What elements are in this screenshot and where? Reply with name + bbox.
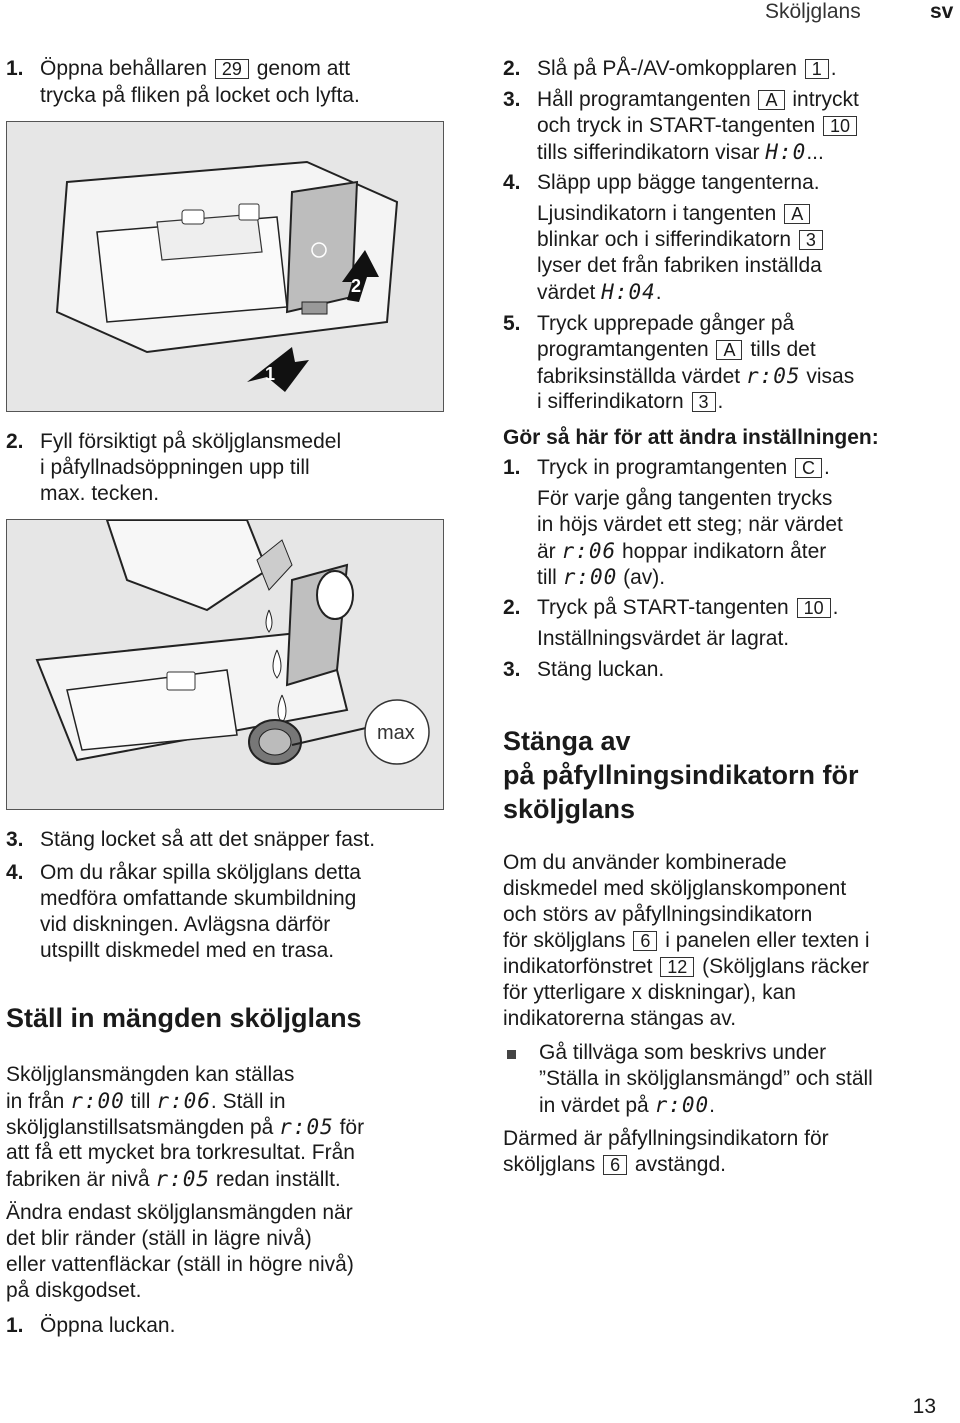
step-text: Om du råkar spilla sköljglans detta — [40, 861, 361, 884]
step-text: Släpp upp bägge tangenterna. — [537, 171, 820, 194]
text: programtangenten — [537, 338, 709, 361]
sub-heading: Gör så här för att ändra inställningen: — [503, 426, 879, 449]
step-number: 1. — [6, 57, 24, 80]
bullet-line: Gå tillväga som beskrivs under — [539, 1041, 827, 1064]
step-text: Stäng luckan. — [537, 658, 665, 681]
text: intryckt — [792, 88, 859, 111]
text: sköljglanstillsatsmängden på — [6, 1116, 274, 1139]
lcd-value: r:05 — [745, 364, 801, 388]
text: fabriken är nivå — [6, 1168, 150, 1191]
lcd-value: r:05 — [279, 1115, 334, 1139]
paragraph-line: och störs av påfyllningsindikatorn — [503, 903, 813, 926]
paragraph-line — [503, 929, 870, 953]
switch-box: 1 — [805, 59, 829, 79]
text: för — [339, 1116, 365, 1139]
text: i panelen eller texten i — [665, 929, 870, 952]
paragraph-line — [6, 1089, 286, 1114]
step-text — [40, 56, 350, 82]
step-text: värdet H:04. — [537, 280, 662, 304]
step-text: Inställningsvärdet är lagrat. — [537, 627, 790, 650]
display-box: 3 — [692, 392, 716, 412]
step-number: 2. — [6, 430, 24, 453]
text: värdet — [537, 281, 596, 304]
bullet-icon — [507, 1050, 516, 1059]
paragraph-line: eller vattenfläckar (ställ in högre nivå) — [6, 1253, 354, 1276]
paragraph-line: på diskgodset. — [6, 1279, 142, 1302]
step-text — [537, 201, 812, 227]
lcd-value: H:0 — [765, 140, 807, 164]
text: . — [709, 1094, 716, 1117]
lcd-value: r:06 — [156, 1089, 211, 1113]
fill-illustration — [7, 520, 443, 809]
step-text — [537, 113, 859, 139]
text: Håll programtangenten — [537, 88, 751, 111]
paragraph-line: för ytterligare x diskningar), kan — [503, 981, 796, 1004]
paragraph-line: Därmed är påfyllningsindikatorn för — [503, 1127, 829, 1150]
step-number: 2. — [503, 596, 521, 619]
right-change-steps — [503, 455, 953, 695]
text: Tryck in programtangenten — [537, 456, 788, 479]
page-number: 13 — [912, 1395, 936, 1418]
step-text: in höjs värdet ett steg; när värdet — [537, 513, 843, 536]
text: avstängd. — [634, 1153, 726, 1176]
step-text: Slå på PÅ-/AV-omkopplaren 1 . — [537, 57, 837, 80]
step-number: 3. — [6, 828, 24, 851]
step-text: Tryck på START-tangenten 10 . — [537, 596, 839, 619]
indicator-box: 12 — [660, 957, 694, 977]
text: visas — [806, 365, 855, 388]
step-number: 5. — [503, 312, 521, 335]
figure-fill-rinse-aid — [6, 519, 444, 810]
section-heading-2 — [503, 724, 859, 826]
lcd-value: r:00 — [654, 1093, 710, 1117]
text: (av). — [623, 566, 666, 589]
text: hoppar indikatorn åter — [621, 540, 827, 563]
dispenser-illustration — [7, 122, 443, 411]
section-heading: Ställ in mängden sköljglans — [6, 1003, 362, 1033]
step-text — [537, 87, 859, 113]
display-box: 3 — [799, 230, 823, 250]
step-text: vid diskningen. Avlägsna därför — [40, 913, 331, 936]
step-text: Fyll försiktigt på sköljglansmedel — [40, 430, 342, 453]
heading-line: på påfyllningsindikatorn för — [503, 760, 859, 790]
lcd-value: r:05 — [155, 1167, 210, 1191]
text: ... — [806, 141, 824, 164]
step-number: 3. — [503, 658, 521, 681]
lcd-value: H:04 — [601, 280, 656, 304]
paragraph-line: det blir ränder (ställ in lägre nivå) — [6, 1227, 312, 1250]
step-text: i påfyllnadsöppningen upp till — [40, 456, 310, 479]
paragraph-line — [503, 1153, 726, 1177]
text: sköljglans — [503, 1153, 596, 1176]
text: indikatorfönstret — [503, 955, 653, 978]
step-text: Tryck upprepade gånger på — [537, 312, 795, 335]
text: in från — [6, 1090, 65, 1113]
step-text: trycka på fliken på locket och lyfta. — [40, 84, 360, 107]
heading-line: sköljglans — [503, 794, 636, 824]
text: blinkar och i sifferindikatorn — [537, 228, 792, 251]
right-steps — [503, 56, 953, 416]
step-text — [537, 227, 825, 253]
header-language: sv — [930, 0, 954, 23]
step-number: 2. — [503, 57, 521, 80]
step-text: i sifferindikatorn 3 . — [537, 390, 724, 413]
text: Slå på PÅ-/AV-omkopplaren — [537, 57, 797, 80]
key-box: C — [795, 458, 822, 478]
key-box: A — [784, 204, 810, 224]
text: genom att — [256, 57, 351, 80]
step-text: medföra omfattande skumbildning — [40, 887, 357, 910]
bullet-line — [539, 1093, 715, 1118]
step-text: För varje gång tangenten trycks — [537, 487, 833, 510]
text: (Sköljglans räcker — [702, 955, 870, 978]
step-text: Stäng locket så att det snäpper fast. — [40, 828, 376, 851]
text: är — [537, 540, 556, 563]
paragraph-line — [6, 1167, 341, 1192]
key-box: 10 — [823, 116, 857, 136]
step-text: Öppna luckan. — [40, 1314, 176, 1337]
step-number: 3. — [503, 88, 521, 111]
text: till — [537, 566, 557, 589]
step-text — [537, 337, 816, 363]
step-text: lyser det från fabriken inställda — [537, 254, 822, 277]
step-text: utspillt diskmedel med en trasa. — [40, 939, 335, 962]
header-section-title: Sköljglans — [765, 0, 861, 23]
indicator-box: 6 — [603, 1155, 627, 1175]
figure-open-rinse-container — [6, 121, 444, 412]
step-text — [537, 564, 665, 591]
text: . Ställ in — [210, 1090, 286, 1113]
text: för sköljglans — [503, 929, 626, 952]
text: redan inställt. — [215, 1168, 341, 1191]
text: in värdet på — [539, 1094, 649, 1117]
callout-2: 2 — [351, 276, 362, 296]
step-number: 4. — [503, 171, 521, 194]
key-box: A — [758, 90, 784, 110]
lcd-value: r:00 — [562, 565, 618, 589]
indicator-box: 6 — [633, 931, 657, 951]
key-box: A — [716, 340, 742, 360]
step-text — [537, 538, 826, 565]
part-box: 29 — [215, 59, 249, 79]
text: fabriksinställda värdet — [537, 365, 741, 388]
lcd-value: r:00 — [70, 1089, 125, 1113]
step-text: Tryck in programtangenten C . — [537, 456, 830, 479]
paragraph-line — [6, 1115, 364, 1140]
paragraph-line: diskmedel med sköljglanskomponent — [503, 877, 847, 900]
step-text — [537, 139, 824, 166]
paragraph-line: Om du använder kombinerade — [503, 851, 787, 874]
text: och tryck in START-tangenten — [537, 114, 816, 137]
callout-1: 1 — [265, 364, 276, 384]
text: tills sifferindikatorn visar — [537, 141, 760, 164]
paragraph-line: indikatorerna stängas av. — [503, 1007, 737, 1030]
bullet-line: ”Ställa in sköljglansmängd” och ställ — [539, 1067, 873, 1090]
key-box: 10 — [797, 598, 831, 618]
text: Öppna behållaren — [40, 57, 207, 80]
step-number: 1. — [503, 456, 521, 479]
paragraph-line — [503, 955, 869, 979]
text: i sifferindikatorn — [537, 390, 684, 413]
max-label: max — [377, 722, 415, 744]
step-text — [537, 363, 854, 390]
step-text: max. tecken. — [40, 482, 160, 505]
text: till — [130, 1090, 151, 1113]
step-number: 4. — [6, 861, 24, 884]
paragraph-line: att få ett mycket bra torkresultat. Från — [6, 1141, 355, 1164]
step-number: 1. — [6, 1314, 24, 1337]
text: Tryck på START-tangenten — [537, 596, 789, 619]
heading-line: Stänga av — [503, 726, 631, 756]
paragraph-line: Ändra endast sköljglansmängden när — [6, 1201, 353, 1224]
text: tills det — [750, 338, 816, 361]
paragraph-line: Sköljglansmängden kan ställas — [6, 1063, 295, 1086]
text: Ljusindikatorn i tangenten — [537, 202, 777, 225]
lcd-value: r:06 — [561, 539, 617, 563]
